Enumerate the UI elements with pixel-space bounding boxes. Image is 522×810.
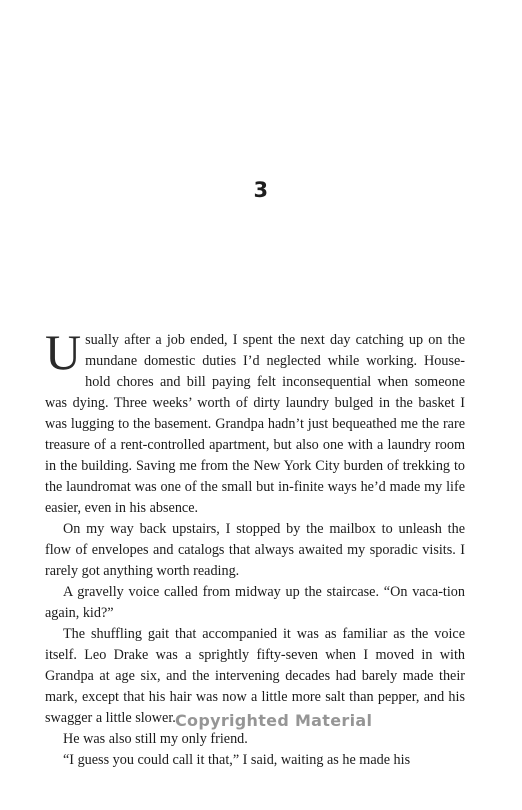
paragraph-3: A gravelly voice called from midway up the staircase. “On vaca-tion again, kid?” [45, 584, 465, 621]
chapter-number: 3 [253, 178, 269, 202]
chapter-body [45, 324, 465, 771]
paragraph-2: On my way back upstairs, I stopped by the mailbox to unleash the flow of envelopes and catalogs that always awaited my sporadic visits. I rarely got anything worth reading. [45, 521, 465, 579]
paragraph-1 [45, 324, 465, 519]
drop-cap: U [45, 324, 82, 380]
paragraph-4: The shuffling gait that accompanied it was as familiar as the voice itself. Leo Drake was a sprightly fifty-seven when I moved in with Grandpa at age six, and the intervening decades had barely made their mark, except that his hair was now a little more salt than pepper, and his swagger a little slower. [45, 626, 465, 726]
paragraph-6: “I guess you could call it that,” I said, waiting as he made his [63, 752, 411, 768]
paragraph-1-text: sually after a job ended, I spent the next day catching up on the mundane domestic duties I’d neglected while working. House-hold chores and bill paying felt inconsequential when someone was dying. Three weeks’ worth of dirty laundry bulged in the basket I was lugging to the basement. Grandpa hadn’t just bequeathed me the rare treasure of a rent-controlled apartment, but also one with a laundry room in the building. Saving me from the New York City burden of trekking to the laundromat was one of the small but in-finite ways he’d made my life easier, even in his absence. [45, 332, 465, 516]
paragraph-5: He was also still my only friend. [63, 731, 248, 747]
copyright-watermark: Copyrighted Material [175, 711, 373, 730]
